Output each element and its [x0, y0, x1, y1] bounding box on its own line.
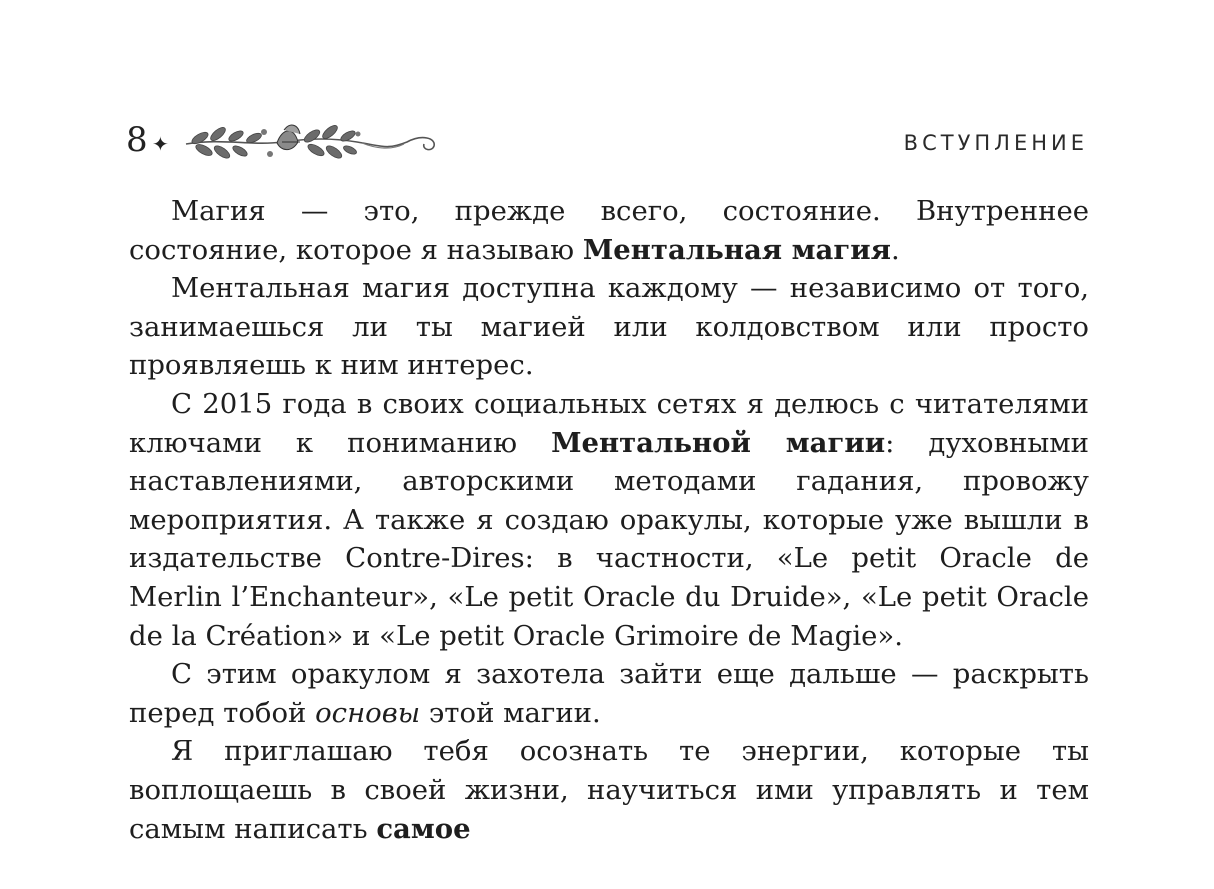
text-run: : духовными наставлениями, авторскими методами гадания, провожу мероприятия. А также я создаю оракулы, которые уже вышли в издательстве Contre-Dires: в частности, «Le petit Oracle de Merlin l’Enchanteur», «Le petit Oracle du Druide», «Le petit Oracle de la Création» и «Le petit Oracle Grimoire de Magie». — [129, 426, 1089, 652]
text-run: С 2015 года в своих социальных сетях я делюсь с читателями ключами к пониманию — [129, 387, 1089, 459]
text-run: С этим оракулом я захотела зайти еще дальше — раскрыть перед тобой — [129, 658, 1089, 729]
paragraph — [129, 732, 1089, 848]
text-run: Магия — это, прежде всего, состояние. Внутреннее состояние, которое я называю — [129, 195, 1089, 266]
paragraph — [129, 192, 1089, 269]
bold-term: Ментальная магия — [582, 233, 891, 266]
section-title: ВСТУПЛЕНИЕ — [903, 131, 1088, 155]
text-run: этой магии. — [420, 696, 601, 729]
paragraph — [129, 655, 1089, 732]
body-text — [129, 192, 1089, 848]
italic-term: основы — [315, 696, 421, 729]
page-number: 8 — [126, 120, 149, 160]
star-icon: ✦ — [152, 132, 169, 156]
text-run: Я приглашаю тебя осознать те энергии, которые ты воплощаешь в своей жизни, научиться ими управлять и тем самым написать — [129, 735, 1089, 845]
page-header — [126, 116, 1088, 176]
paragraph — [129, 385, 1089, 655]
bold-term: Ментальной магии — [551, 426, 886, 459]
paragraph — [129, 269, 1089, 385]
text-run: Ментальная магия доступна каждому — независимо от того, занимаешься ли ты магией или колдовством или просто проявляешь к ним интерес. — [129, 272, 1089, 382]
bold-term: самое — [376, 812, 471, 845]
text-run: . — [890, 233, 900, 266]
floral-vine-icon — [182, 116, 444, 166]
